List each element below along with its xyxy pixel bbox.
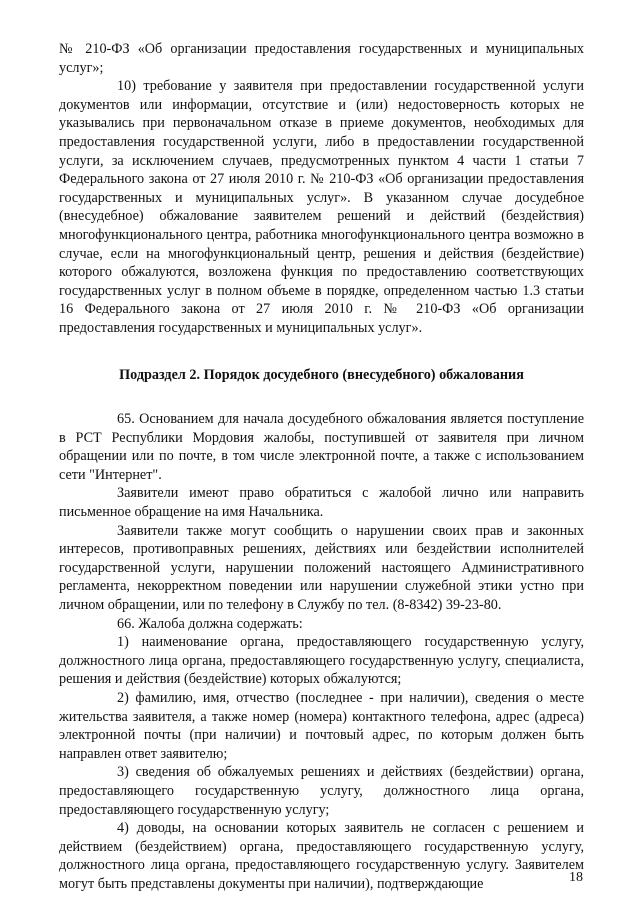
paragraph-65: 65. Основанием для начала досудебного обжалования является поступление в РСТ Республики Мордовия жалобы, поступившей от заявителя при личном обращении или по почте, в том числе электронной почте, а также с использованием сети "Интернет".: [59, 411, 584, 483]
paragraph-right-to-complain: Заявители имеют право обратиться с жалобой лично или направить письменное обращение на имя Начальника.: [59, 485, 584, 521]
paragraph-item-2: 2) фамилию, имя, отчество (последнее - при наличии), сведения о месте жительства заявителя, а также номер (номера) контактного телефона, адрес (адреса) электронной почты (при наличии) и почтовый адрес, по которым должен быть направлен ответ заявителю;: [59, 690, 584, 762]
paragraph-item-1: 1) наименование органа, предоставляющего государственную услугу, должностного лица органа, предоставляющего государственную услугу, специалиста, решения и действия (бездействие) которых обжалуются;: [59, 634, 584, 688]
paragraph-item-3: 3) сведения об обжалуемых решениях и действиях (бездействии) органа, предоставляющего государственную услугу, должностного лица органа, предоставляющего государственную услугу;: [59, 764, 584, 818]
paragraph-report-violations: Заявители также могут сообщить о нарушении своих прав и законных интересов, противоправных решениях, действиях или бездействии исполнителей государственной услуги, нарушении положений настоящего Административного регламента, некорректном поведении или нарушении служебной этики устно при личном обращении, или по телефону в Службу по тел. (8-8342) 39-23-80.: [59, 522, 584, 614]
paragraph-66: 66. Жалоба должна содержать:: [117, 615, 303, 632]
paragraph-item-4: 4) доводы, на основании которых заявитель не согласен с решением и действием (бездействием) органа, предоставляющего государственную услугу, должностного лица органа, предоставляющего государственную услугу. Заявителем могут быть представлены документы при наличии), подтверждающие: [59, 820, 584, 892]
paragraph-item-10: 10) требование у заявителя при предоставлении государственной услуги документов или информации, отсутствие и (или) недостоверность которых не указывались при первоначальном отказе в приеме документов, необходимых для предоставления государственной услуги, либо в предоставлении государственной услуги, за исключением случаев, предусмотренных пунктом 4 части 1 статьи 7 Федерального закона от 27 июля 2010 г. № 210-ФЗ «Об организации предоставления государственных и муниципальных услуг». В указанном случае досудебное (внесудебное) обжалование заявителем решений и действий (бездействия) многофункционального центра, работника многофункционального центра возможно в случае, если на многофункциональный центр, решения и действия (бездействие) которого обжалуются, возложена функция по предоставлению соответствующих государственных услуг в полном объеме в порядке, определенном частью 1.3 статьи 16 Федерального закона от 27 июля 2010 г. № 210-ФЗ «Об организации предоставления государственных и муниципальных услуг».: [59, 78, 584, 336]
paragraph-law-reference: № 210-ФЗ «Об организации предоставления государственных и муниципальных услуг»;: [59, 41, 584, 76]
page-number: 18: [569, 870, 583, 885]
section-heading: Подраздел 2. Порядок досудебного (внесудебного) обжалования: [119, 366, 524, 383]
